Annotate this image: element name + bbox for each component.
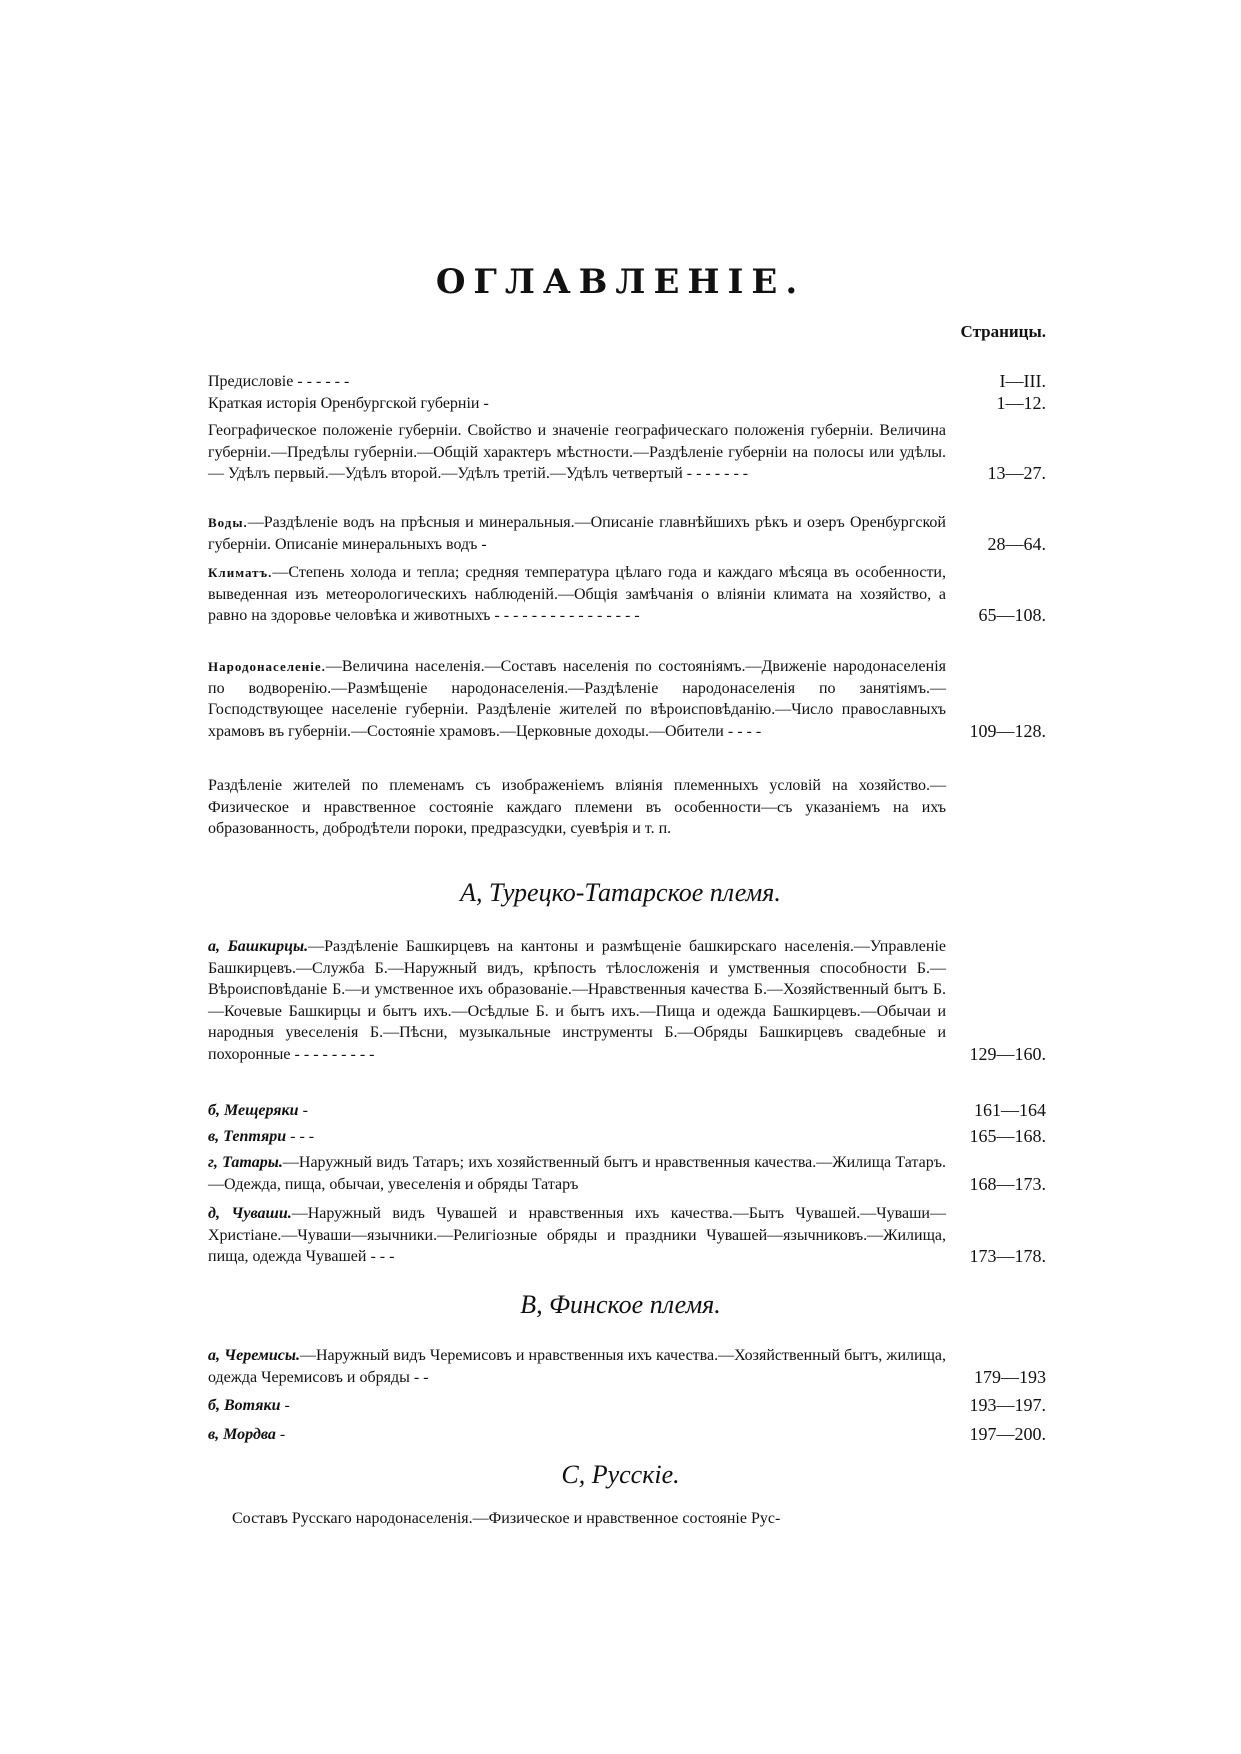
toc-entry <box>208 1345 1046 1388</box>
toc-entry-lead: а, Черемисы. <box>208 1347 300 1364</box>
toc-entry-text: Раздѣленіе жителей по племенамъ съ изображеніемъ вліянія племенныхъ условій на хозяйство.—Физическое и нравственное состояніе каждаго племени въ особенности—съ указаніемъ на ихъ образованность, добродѣтели пороки, предразсудки, суевѣрія и т. п. <box>208 777 946 837</box>
toc-entry-lead: Климатъ. <box>208 565 273 580</box>
toc-entry-pages: 161—164 <box>974 1100 1046 1120</box>
toc-entry-lead: д, Чуваши. <box>208 1205 292 1222</box>
toc-entry-lead: б, Вотяки <box>208 1397 281 1414</box>
toc-entry-pages: 109—128. <box>969 720 1046 741</box>
toc-entry-pages: 13—27. <box>987 463 1046 483</box>
toc-entry-text: - <box>280 1397 290 1414</box>
section-heading-b: В, Финское племя. <box>520 1290 721 1319</box>
toc-entry-pages: I—III. <box>999 371 1046 391</box>
toc-entry-text: —Раздѣленіе Башкирцевъ на кантоны и размѣщеніе башкирскаго населенія.—Управленіе Башкирцевъ.—Служба Б.—Наружный видъ, крѣпость тѣлосложенія и умственныя способности Б.—Вѣроисповѣданіе Б.—и умственное ихъ образованіе.—Нравственныя качества Б.—Хозяйственный бытъ Б.—Кочевые Башкирцы и бытъ ихъ.—Осѣдлые Б. и бытъ ихъ.—Пища и одежда Башкирцевъ.—Обычаи и народныя увеселенія Б.—Пѣсни, музыкальные инструменты Б.—Обряды Башкирцевъ свадебные и похоронные - - - - - - - - - <box>208 938 947 1063</box>
toc-entry-text: - <box>298 1102 308 1119</box>
toc-entry <box>208 1395 1046 1417</box>
toc-entry-pages: 129—160. <box>969 1043 1046 1064</box>
toc-entry-text: —Раздѣленіе водъ на прѣсныя и минеральныя.—Описаніе главнѣйшихъ рѣкъ и озеръ Оренбургской губерніи. Описаніе минеральныхъ водъ - <box>208 514 946 553</box>
toc-entry-text: Географическое положеніе губерніи. Свойство и значеніе географическаго положенія губерніи. Величина губерніи.—Предѣлы губерніи.—Общій характеръ мѣстности.—Раздѣленіе губерніи на полосы или удѣлы.— Удѣлъ первый.—Удѣлъ второй.—Удѣлъ третій.—Удѣлъ четвертый - - - - - - - <box>208 422 946 482</box>
toc-entry-lead: Воды. <box>208 515 248 530</box>
toc-entry-text: - - - <box>286 1128 315 1145</box>
section-heading-c: С, Русскіе. <box>561 1460 680 1489</box>
toc-entry-lead: в, Мордва <box>208 1426 276 1443</box>
footer-text: Составъ Русскаго народонаселенія.—Физическое и нравственное состояніе Рус- <box>232 1510 781 1527</box>
toc-entry <box>208 775 1046 840</box>
toc-entry <box>208 1424 1046 1446</box>
toc-entry <box>208 1126 1046 1148</box>
toc-entry-text: - <box>275 1426 286 1443</box>
toc-entry-pages: 173—178. <box>969 1246 1046 1266</box>
toc-entry-pages: 65—108. <box>978 605 1046 625</box>
toc-entry-text: —Наружный видъ Чувашей и нравственныя ихъ качества.—Бытъ Чувашей.—Чуваши—Христіане.—Чуваши—язычники.—Религіозные обряды и праздники Чувашей—язычниковъ.—Жилища, пища, одежда Чувашей - - - <box>208 1205 946 1265</box>
toc-entry-pages: 28—64. <box>987 533 1046 554</box>
toc-entry <box>208 1203 1046 1268</box>
toc-entry-text: —Величина населенія.—Составъ населенія по состояніямъ.—Движеніе народонаселенія по водворенію.—Размѣщеніе народонаселенія.—Раздѣленіе народонаселенія по занятіямъ.—Господствующее населеніе губерніи. Раздѣленіе жителей по вѣроисповѣданію.—Число православныхъ храмовъ въ губерніи.—Состояніе храмовъ.—Церковные доходы.—Обители - - - - <box>208 658 946 740</box>
toc-entry-pages: 193—197. <box>969 1395 1046 1415</box>
section-heading-a: А, Турецко-Татарское племя. <box>460 878 781 907</box>
toc-entry-pages: 168—173. <box>969 1173 1046 1194</box>
toc-entry <box>208 562 1046 627</box>
toc-entry-lead: г, Татары. <box>208 1154 283 1171</box>
pages-column-header: Страницы. <box>960 322 1046 341</box>
toc-entry <box>208 1152 1046 1195</box>
page-title: ОГЛАВЛЕНІЕ. <box>435 262 806 302</box>
toc-entry <box>208 420 1046 485</box>
toc-entry <box>208 371 1046 393</box>
toc-entry-text: —Наружный видъ Черемисовъ и нравственныя ихъ качества.—Хозяйственный бытъ, жилища, одежда Черемисовъ и обряды - - <box>208 1347 946 1386</box>
toc-entry-text: —Степень холода и тепла; средняя температура цѣлаго года и каждаго мѣсяца въ особенности, выведенная изъ метеорологическихъ наблюденій.—Общія замѣчанія о вліяніи климата на хозяйство, а равно на здоровье человѣка и животныхъ - - - - - - - - - - - - - - - - <box>208 564 946 624</box>
toc-entry-lead: а, Башкирцы. <box>208 938 309 955</box>
toc-entry <box>208 1100 1046 1122</box>
toc-entry <box>208 656 1046 742</box>
toc-entry <box>208 936 1046 1065</box>
toc-entry-text: —Наружный видъ Татаръ; ихъ хозяйственный бытъ и нравственныя качества.—Жилища Татаръ.—Одежда, пища, обычаи, увеселенія и обряды Татаръ <box>208 1154 946 1193</box>
toc-entry-pages: 1—12. <box>996 393 1046 413</box>
toc-entry-lead: Народонаселеніе. <box>208 659 326 674</box>
toc-entry <box>208 393 1046 415</box>
toc-entry-text: Предисловіе - - - - - - <box>208 373 350 390</box>
toc-entry-pages: 197—200. <box>969 1424 1046 1444</box>
toc-entry-lead: б, Мещеряки <box>208 1102 299 1119</box>
toc-entry <box>208 512 1046 555</box>
toc-entry-pages: 165—168. <box>969 1126 1046 1146</box>
toc-entry-lead: в, Тептяри <box>208 1128 287 1145</box>
toc-entry-pages: 179—193 <box>974 1366 1046 1387</box>
toc-entry-text: Краткая исторія Оренбургской губерніи - <box>208 395 489 412</box>
